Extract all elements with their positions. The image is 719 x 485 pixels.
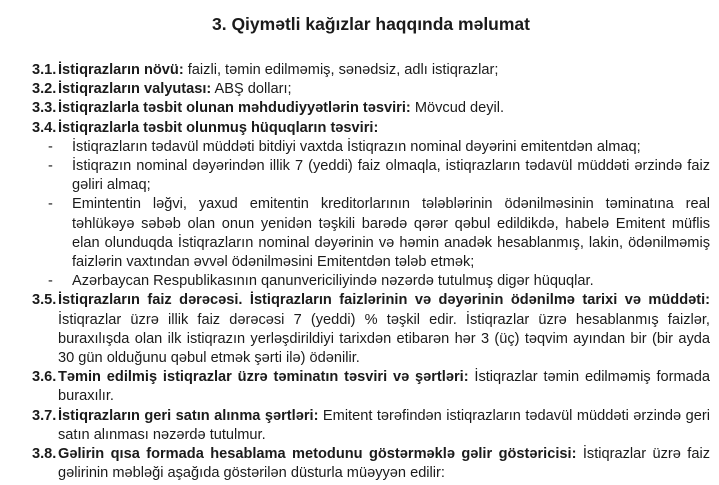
section-number: 3.5. xyxy=(32,292,57,309)
section-text: ABŞ dolları; xyxy=(214,81,292,98)
section-number: 3.1. xyxy=(32,62,57,78)
section-3-4-bullets xyxy=(32,138,710,292)
section-3-1 xyxy=(32,61,710,80)
bullet-text: İstiqrazların tədavül müddəti bitdiyi vaxtda İstiqrazın nominal dəyərini emitentdən almaq; xyxy=(72,138,641,155)
section-3-6 xyxy=(32,368,710,406)
section-body xyxy=(58,368,710,406)
section-text: Emitent tərəfindən istiqrazların tədavül müddəti ərzində geri satın alınması nəzərdə tutulmur. xyxy=(58,407,710,443)
bullet-dash: - xyxy=(48,158,53,175)
bullet-text: İstiqrazın nominal dəyərindən illik 7 (yeddi) faiz olmaqla, istiqrazların tədavül müddəti ərzində faiz gəliri almaq; xyxy=(72,158,710,194)
section-body xyxy=(58,61,710,80)
section-3-3 xyxy=(32,99,710,118)
section-3-8 xyxy=(32,445,710,483)
bullet-dash: - xyxy=(48,196,53,213)
section-3-7 xyxy=(32,407,710,445)
section-3-2 xyxy=(32,80,710,99)
section-label: İstiqrazlarla təsbit olunan məhdudiyyətlərin təsviri: xyxy=(58,100,411,117)
list-item xyxy=(48,138,710,157)
section-body xyxy=(58,99,710,118)
section-body xyxy=(58,119,710,138)
section-body xyxy=(58,445,710,483)
bullet-text: Emintentin ləğvi, yaxud emitentin kreditorlarının tələblərinin ödənilməsinin təminatına real təhlükəyə səbəb olan onun yenidən təşkili barədə qərər qəbul edildikdə, habelə Emitent müflis elan olunduqda İstiqrazların nominal dəyərinin və həmin anadək hesablanmış, lakin, ödənilməmiş faizlərin vaxtından əvvəl ödənilməsini Emitentdən tələb etmək; xyxy=(72,196,710,271)
section-3-5 xyxy=(32,291,710,368)
section-number: 3.3. xyxy=(32,100,57,117)
section-3-4 xyxy=(32,119,710,138)
page-title: 3. Qiymətli kağızlar haqqında məlumat xyxy=(211,14,530,34)
bullet-dash: - xyxy=(48,273,53,290)
section-label: Təmin edilmiş istiqrazlar üzrə təminatın təsviri və şərtləri: xyxy=(58,369,469,386)
section-label: İstiqrazların növü: xyxy=(58,62,184,78)
section-label: İstiqrazların geri satın alınma şərtləri: xyxy=(58,407,319,424)
section-text: İstiqrazlar üzrə illik faiz dərəcəsi 7 (yeddi) % təşkil edir. İstiqrazlar üzrə hesablanmış faizlər, buraxılışda olan ilk istiqrazın yerləşdirildiyi tarixdən etibarən hər 3 (üç) təqvim ayından bir (bir ayda 30 gün olduğunu qəbul etmək şərti ilə) ödənilir. xyxy=(58,311,710,367)
section-body xyxy=(58,291,710,368)
section-label: İstiqrazların valyutası: xyxy=(58,81,212,98)
section-label: İstiqrazlarla təsbit olunmuş hüquqların təsviri: xyxy=(58,119,379,136)
section-body xyxy=(58,80,710,99)
section-label: İstiqrazların faiz dərəcəsi. İstiqrazların faizlərinin və dəyərinin ödənilmə tarixi və müddəti: xyxy=(58,292,710,309)
bullet-text: Azərbaycan Respublikasının qanunvericiliyində nəzərdə tutulmuş digər hüquqlar. xyxy=(72,273,594,290)
list-item xyxy=(48,195,710,272)
section-number: 3.6. xyxy=(32,369,57,386)
section-text: İstiqrazlar üzrə faiz gəlirinin məbləği aşağıda göstərilən düsturla müəyyən edilir: xyxy=(58,446,710,482)
section-number: 3.8. xyxy=(32,446,57,463)
section-text: İstiqrazlar təmin edilməmiş formada buraxılır. xyxy=(58,369,710,405)
bullet-dash: - xyxy=(48,138,53,155)
list-item xyxy=(48,157,710,195)
section-label: Gəlirin qısa formada hesablama metodunu göstərməklə gəlir göstəricisi: xyxy=(58,446,577,463)
list-item xyxy=(48,272,710,291)
section-body xyxy=(58,407,710,445)
section-number: 3.2. xyxy=(32,81,57,98)
section-number: 3.4. xyxy=(32,119,57,136)
section-text: faizli, təmin edilməmiş, sənədsiz, adlı istiqrazlar; xyxy=(187,62,499,78)
section-number: 3.7. xyxy=(32,407,57,424)
section-text: Mövcud deyil. xyxy=(414,100,505,117)
